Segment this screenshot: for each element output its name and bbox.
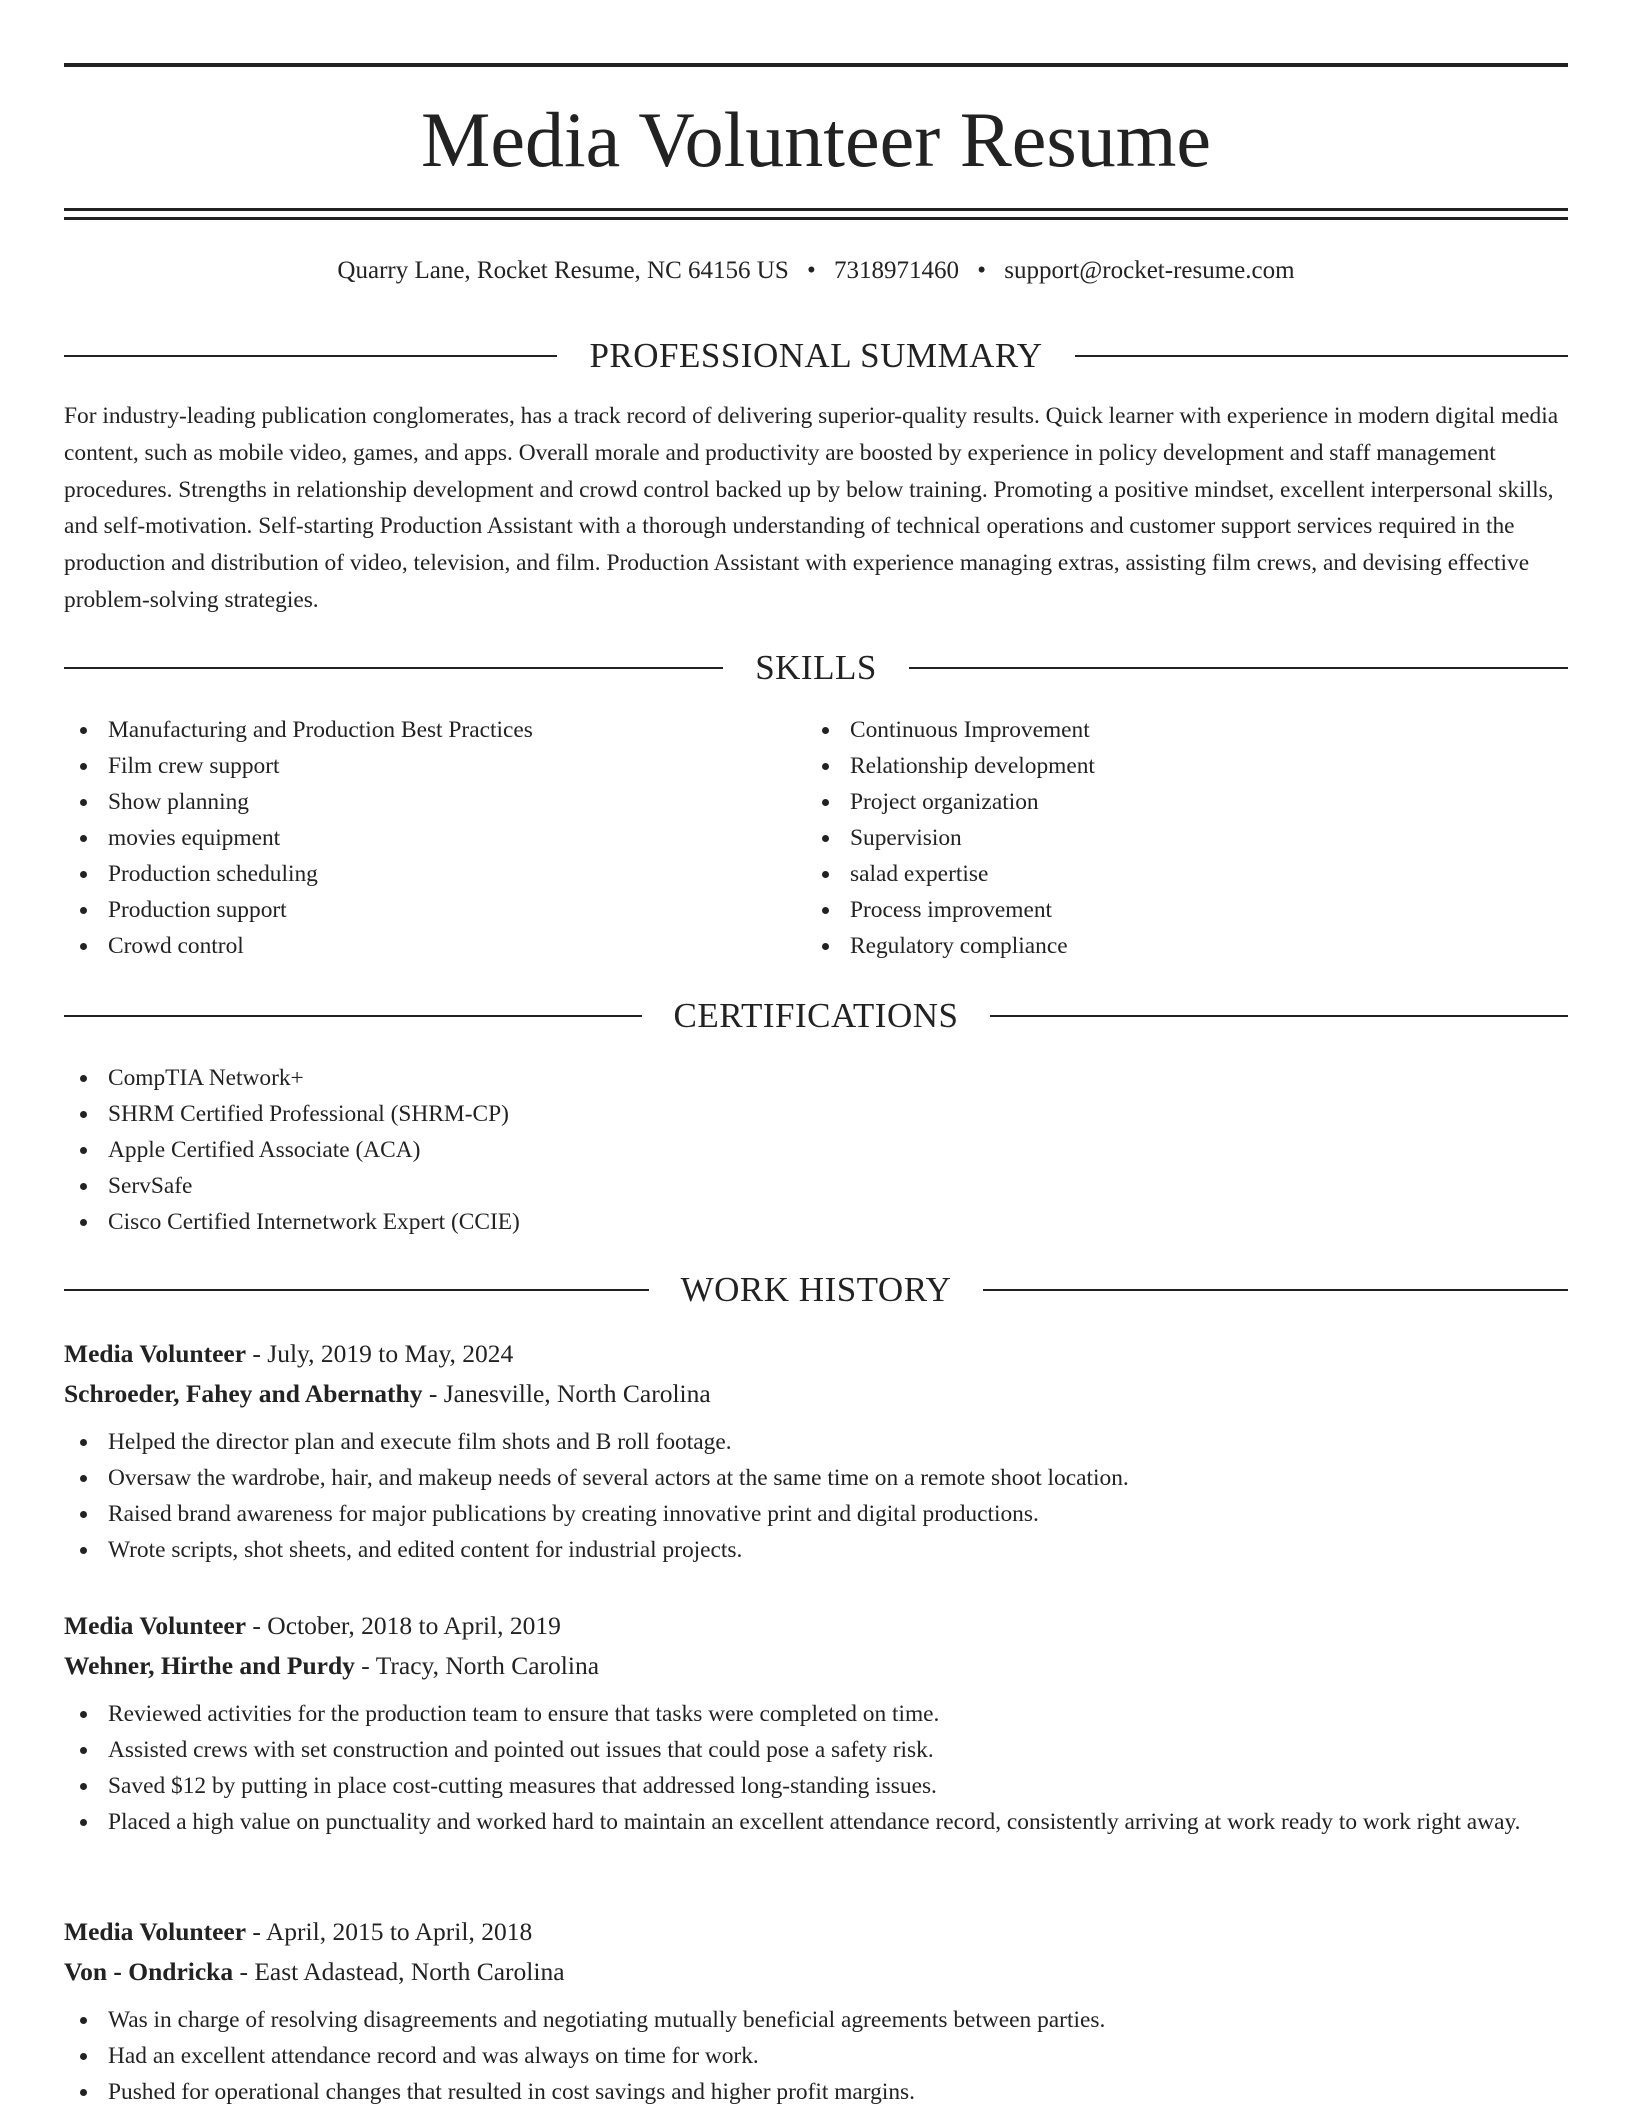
job-bullet: Assisted crews with set construction and pointed out issues that could pose a safety risk. bbox=[64, 1732, 1568, 1768]
job-dates: - October, 2018 to April, 2019 bbox=[246, 1611, 561, 1640]
heading-rule-left bbox=[64, 1015, 642, 1017]
job-entry bbox=[64, 1912, 1568, 2110]
job-company: Von - Ondricka bbox=[64, 1957, 234, 1986]
certifications-heading: CERTIFICATIONS bbox=[673, 996, 959, 1035]
job-bullet: Pushed for operational changes that resulted in cost savings and higher profit margins. bbox=[64, 2074, 1568, 2110]
heading-rule-right bbox=[983, 1289, 1568, 1291]
skill-item: Crowd control bbox=[64, 928, 764, 964]
job-title: Media Volunteer bbox=[64, 1917, 247, 1946]
skill-item: Project organization bbox=[806, 784, 1506, 820]
job-company-line bbox=[64, 1646, 1568, 1686]
job-dates: - April, 2015 to April, 2018 bbox=[246, 1917, 533, 1946]
certification-item: CompTIA Network+ bbox=[64, 1060, 1464, 1096]
contact-phone: 7318971460 bbox=[834, 257, 959, 284]
heading-rule-right bbox=[1075, 355, 1568, 357]
job-title-line bbox=[64, 1912, 1568, 1952]
skills-heading: SKILLS bbox=[755, 648, 877, 687]
contact-separator: • bbox=[806, 257, 816, 284]
skills-list-left bbox=[64, 712, 764, 964]
job-location: - East Adastead, North Carolina bbox=[233, 1957, 565, 1986]
heading-rule-left bbox=[64, 1289, 649, 1291]
job-company-line bbox=[64, 1952, 1568, 1992]
job-company-line bbox=[64, 1374, 1568, 1414]
contact-address: Quarry Lane, Rocket Resume, NC 64156 US bbox=[337, 257, 789, 284]
summary-heading: PROFESSIONAL SUMMARY bbox=[589, 336, 1043, 375]
certification-item: ServSafe bbox=[64, 1168, 1464, 1204]
job-location: - Janesville, North Carolina bbox=[422, 1379, 711, 1408]
job-location: - Tracy, North Carolina bbox=[354, 1651, 600, 1680]
heading-rule-right bbox=[990, 1015, 1568, 1017]
job-entry bbox=[64, 1606, 1568, 1840]
job-bullets bbox=[64, 1696, 1568, 1840]
skill-item: Production scheduling bbox=[64, 856, 764, 892]
work-heading: WORK HISTORY bbox=[680, 1270, 952, 1309]
job-bullet: Wrote scripts, shot sheets, and edited content for industrial projects. bbox=[64, 1532, 1568, 1568]
contact-separator: • bbox=[977, 257, 987, 284]
skill-item: Regulatory compliance bbox=[806, 928, 1506, 964]
job-bullet: Reviewed activities for the production team to ensure that tasks were completed on time. bbox=[64, 1696, 1568, 1732]
skill-item: Relationship development bbox=[806, 748, 1506, 784]
resume-title: Media Volunteer Resume bbox=[421, 96, 1211, 183]
title-double-rule bbox=[64, 208, 1568, 220]
job-title-line bbox=[64, 1606, 1568, 1646]
skill-item: Process improvement bbox=[806, 892, 1506, 928]
summary-text: For industry-leading publication conglomerates, has a track record of delivering superior-quality results. Quick learner with experience in modern digital media content, such as mobile video, games, and apps. Overall morale and productivity are boosted by experience in policy development and staff management procedures. Strengths in relationship development and crowd control backed up by below training. Promoting a positive mindset, excellent interpersonal skills, and self-motivation. Self-starting Production Assistant with a thorough understanding of technical operations and customer support services required in the production and distribution of video, television, and film. Production Assistant with experience managing extras, assisting film crews, and devising effective problem-solving strategies. bbox=[64, 403, 1559, 613]
job-bullets bbox=[64, 2002, 1568, 2110]
job-title: Media Volunteer bbox=[64, 1339, 247, 1368]
heading-rule-left bbox=[64, 667, 723, 669]
skill-item: Continuous Improvement bbox=[806, 712, 1506, 748]
skills-section-heading bbox=[64, 646, 1568, 690]
job-dates: - July, 2019 to May, 2024 bbox=[246, 1339, 514, 1368]
job-company: Schroeder, Fahey and Abernathy bbox=[64, 1379, 423, 1408]
job-bullet: Saved $12 by putting in place cost-cutting measures that addressed long-standing issues. bbox=[64, 1768, 1568, 1804]
skill-item: Production support bbox=[64, 892, 764, 928]
job-entry bbox=[64, 1334, 1568, 1568]
certifications-list bbox=[64, 1060, 1464, 1240]
contact-line bbox=[64, 254, 1568, 288]
summary-section-heading bbox=[64, 334, 1568, 378]
job-bullet: Was in charge of resolving disagreements and negotiating mutually beneficial agreements between parties. bbox=[64, 2002, 1568, 2038]
heading-rule-left bbox=[64, 355, 557, 357]
job-bullet: Had an excellent attendance record and was always on time for work. bbox=[64, 2038, 1568, 2074]
certification-item: Apple Certified Associate (ACA) bbox=[64, 1132, 1464, 1168]
skill-item: Film crew support bbox=[64, 748, 764, 784]
skill-item: salad expertise bbox=[806, 856, 1506, 892]
job-company: Wehner, Hirthe and Purdy bbox=[64, 1651, 355, 1680]
job-title: Media Volunteer bbox=[64, 1611, 247, 1640]
certification-item: Cisco Certified Internetwork Expert (CCIE) bbox=[64, 1204, 1464, 1240]
job-bullet: Oversaw the wardrobe, hair, and makeup needs of several actors at the same time on a remote shoot location. bbox=[64, 1460, 1568, 1496]
skills-list-right bbox=[806, 712, 1506, 964]
job-bullet: Placed a high value on punctuality and worked hard to maintain an excellent attendance record, consistently arriving at work ready to work right away. bbox=[64, 1804, 1568, 1840]
top-rule bbox=[64, 63, 1568, 67]
job-bullet: Raised brand awareness for major publications by creating innovative print and digital productions. bbox=[64, 1496, 1568, 1532]
certifications-section-heading bbox=[64, 994, 1568, 1038]
job-title-line bbox=[64, 1334, 1568, 1374]
skill-item: Show planning bbox=[64, 784, 764, 820]
heading-rule-right bbox=[909, 667, 1568, 669]
job-bullets bbox=[64, 1424, 1568, 1568]
skill-item: Manufacturing and Production Best Practices bbox=[64, 712, 764, 748]
skill-item: movies equipment bbox=[64, 820, 764, 856]
contact-email: support@rocket-resume.com bbox=[1004, 257, 1295, 284]
job-bullet: Helped the director plan and execute film shots and B roll footage. bbox=[64, 1424, 1568, 1460]
skill-item: Supervision bbox=[806, 820, 1506, 856]
certification-item: SHRM Certified Professional (SHRM-CP) bbox=[64, 1096, 1464, 1132]
work-section-heading bbox=[64, 1268, 1568, 1312]
